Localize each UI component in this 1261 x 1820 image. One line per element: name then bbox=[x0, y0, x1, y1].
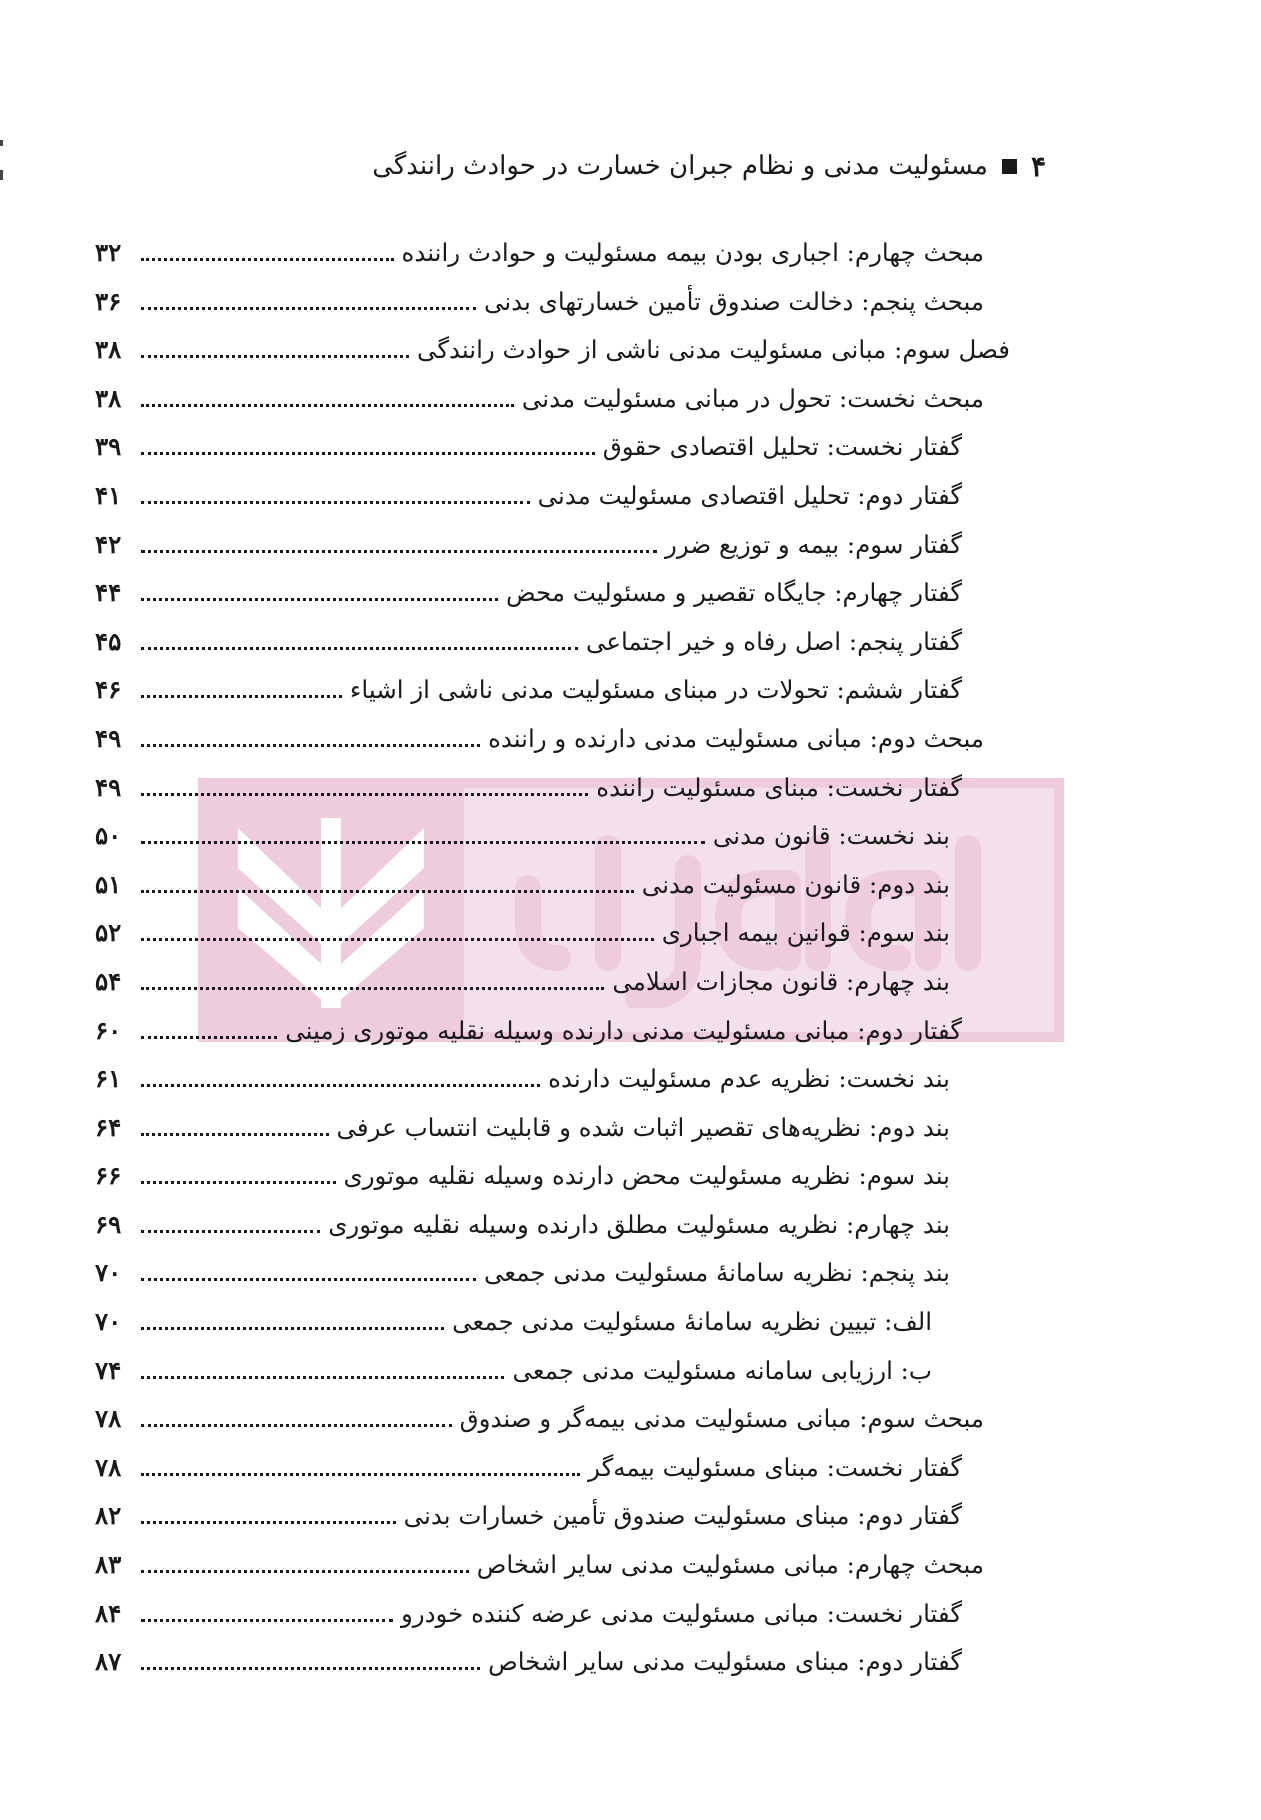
toc-entry-page: ۷۰ bbox=[95, 1307, 122, 1337]
toc-entry-title: گفتار دوم: مبنای مسئولیت مدنی سایر اشخاص bbox=[488, 1647, 962, 1677]
toc-entry[interactable] bbox=[95, 1501, 1010, 1550]
toc-entry[interactable] bbox=[95, 1307, 1010, 1356]
toc-entry-title: گفتار دوم: مبنای مسئولیت صندوق تأمین خسارات بدنی bbox=[403, 1501, 962, 1531]
toc-dot-leader bbox=[141, 1667, 480, 1670]
toc-entry[interactable] bbox=[95, 675, 1010, 724]
toc-entry-title: بند دوم: قانون مسئولیت مدنی bbox=[641, 869, 950, 899]
toc-dot-leader bbox=[141, 1278, 476, 1281]
toc-dot-leader bbox=[141, 550, 657, 553]
toc-entry-title: گفتار دوم: تحلیل اقتصادی مسئولیت مدنی bbox=[537, 480, 962, 510]
toc-dot-leader bbox=[141, 744, 480, 747]
toc-entry-title: بند سوم: قوانین بیمه اجباری bbox=[661, 918, 950, 948]
toc-dot-leader bbox=[141, 258, 394, 261]
toc-dot-leader bbox=[141, 1473, 580, 1476]
toc-entry-page: ۶۹ bbox=[95, 1209, 122, 1239]
toc-entry[interactable] bbox=[95, 870, 1010, 919]
toc-entry-title: گفتار سوم: بیمه و توزیع ضرر bbox=[665, 529, 962, 559]
toc-entry[interactable] bbox=[95, 335, 1010, 384]
toc-entry-page: ۳۸ bbox=[95, 335, 122, 365]
toc-entry-page: ۷۰ bbox=[95, 1258, 122, 1288]
toc-entry[interactable] bbox=[95, 238, 1010, 287]
toc-dot-leader bbox=[141, 938, 654, 941]
running-header bbox=[216, 150, 1046, 184]
toc-dot-leader bbox=[141, 793, 588, 796]
toc-entry[interactable] bbox=[95, 1113, 1010, 1162]
toc-entry[interactable] bbox=[95, 1064, 1010, 1113]
toc-entry-page: ۸۷ bbox=[95, 1647, 122, 1677]
toc-entry-page: ۴۵ bbox=[95, 626, 122, 656]
toc-entry-page: ۸۴ bbox=[95, 1598, 122, 1628]
toc-dot-leader bbox=[141, 1424, 452, 1427]
toc-entry-page: ۶۱ bbox=[95, 1064, 122, 1094]
toc-entry-page: ۸۲ bbox=[95, 1501, 122, 1531]
toc-entry[interactable] bbox=[95, 918, 1010, 967]
toc-entry-title: مبحث پنجم: دخالت صندوق تأمین خسارتهای بدنی bbox=[483, 286, 984, 316]
toc-entry-page: ۳۸ bbox=[95, 383, 122, 413]
page-number: ۴ bbox=[1030, 150, 1046, 183]
toc-entry[interactable] bbox=[95, 578, 1010, 627]
toc-entry-title: گفتار پنجم: اصل رفاه و خیر اجتماعی bbox=[586, 626, 962, 656]
toc-dot-leader bbox=[141, 1327, 444, 1330]
toc-entry[interactable] bbox=[95, 1550, 1010, 1599]
toc-entry-title: بند چهارم: نظریه مسئولیت مطلق دارنده وسیله نقلیه موتوری bbox=[328, 1209, 950, 1239]
toc-entry-page: ۶۶ bbox=[95, 1161, 122, 1191]
toc-entry[interactable] bbox=[95, 1453, 1010, 1502]
toc-dot-leader bbox=[141, 452, 595, 455]
toc-dot-leader bbox=[141, 890, 634, 893]
toc-entry-title: مبحث چهارم: مبانی مسئولیت مدنی سایر اشخاص bbox=[476, 1550, 984, 1580]
binding-edge-mark bbox=[0, 140, 3, 146]
toc-entry-page: ۵۱ bbox=[95, 869, 122, 899]
toc-dot-leader bbox=[141, 598, 498, 601]
toc-entry-page: ۴۹ bbox=[95, 772, 122, 802]
toc-entry[interactable] bbox=[95, 1161, 1010, 1210]
toc-entry-page: ۸۳ bbox=[95, 1550, 122, 1580]
toc-dot-leader bbox=[141, 404, 514, 407]
toc-entry-page: ۳۹ bbox=[95, 432, 122, 462]
toc-entry-page: ۳۶ bbox=[95, 286, 122, 316]
toc-dot-leader bbox=[141, 355, 409, 358]
toc-dot-leader bbox=[141, 1376, 504, 1379]
toc-entry-title: گفتار نخست: مبنای مسئولیت راننده bbox=[596, 772, 962, 802]
toc-dot-leader bbox=[141, 1570, 469, 1573]
toc-entry-page: ۷۸ bbox=[95, 1452, 122, 1482]
toc-entry[interactable] bbox=[95, 1210, 1010, 1259]
toc-entry-title: گفتار چهارم: جایگاه تقصیر و مسئولیت محض bbox=[506, 578, 962, 608]
toc-entry[interactable] bbox=[95, 1404, 1010, 1453]
toc-entry[interactable] bbox=[95, 432, 1010, 481]
toc-dot-leader bbox=[141, 841, 705, 844]
toc-entry-page: ۵۴ bbox=[95, 966, 122, 996]
toc-dot-leader bbox=[141, 1181, 336, 1184]
toc-entry-title: بند پنجم: نظریه سامانهٔ مسئولیت مدنی جمعی bbox=[483, 1258, 950, 1288]
toc-entry[interactable] bbox=[95, 627, 1010, 676]
book-title: مسئولیت مدنی و نظام جبران خسارت در حوادث رانندگی bbox=[372, 151, 988, 182]
toc-entry-page: ۴۶ bbox=[95, 675, 122, 705]
toc-entry-title: مبحث چهارم: اجباری بودن بیمه مسئولیت و حوادث راننده bbox=[401, 238, 984, 267]
table-of-contents bbox=[95, 238, 1010, 1696]
toc-entry-title: مبحث نخست: تحول در مبانی مسئولیت مدنی bbox=[521, 383, 984, 413]
toc-entry-title: بند چهارم: قانون مجازات اسلامی bbox=[612, 966, 950, 996]
toc-entry-title: گفتار نخست: مبنای مسئولیت بیمه‌گر bbox=[588, 1452, 962, 1482]
toc-dot-leader bbox=[141, 695, 342, 698]
toc-entry-title: مبحث دوم: مبانی مسئولیت مدنی دارنده و راننده bbox=[488, 723, 984, 753]
binding-edge-mark bbox=[0, 170, 3, 180]
toc-entry-title: فصل سوم: مبانی مسئولیت مدنی ناشی از حوادث رانندگی bbox=[416, 335, 1010, 365]
toc-entry-title: مبحث سوم: مبانی مسئولیت مدنی بیمه‌گر و صندوق bbox=[459, 1404, 984, 1434]
toc-entry-page: ۴۴ bbox=[95, 578, 122, 608]
toc-dot-leader bbox=[141, 987, 604, 990]
toc-entry[interactable] bbox=[95, 384, 1010, 433]
toc-dot-leader bbox=[141, 1619, 393, 1622]
toc-entry-page: ۴۹ bbox=[95, 723, 122, 753]
toc-entry-title: بند دوم: نظریه‌های تقصیر اثبات شده و قابلیت انتساب عرفی bbox=[336, 1112, 950, 1142]
toc-entry-page: ۷۴ bbox=[95, 1355, 122, 1385]
toc-dot-leader bbox=[141, 1084, 540, 1087]
toc-dot-leader bbox=[141, 501, 530, 504]
toc-entry[interactable] bbox=[95, 481, 1010, 530]
toc-entry-page: ۶۴ bbox=[95, 1112, 122, 1142]
toc-entry-title: گفتار ششم: تحولات در مبنای مسئولیت مدنی ناشی از اشیاء bbox=[349, 675, 962, 705]
toc-entry[interactable] bbox=[95, 1356, 1010, 1405]
toc-entry[interactable] bbox=[95, 530, 1010, 579]
toc-entry-title: گفتار دوم: مبانی مسئولیت مدنی دارنده وسیله نقلیه موتوری زمینی bbox=[285, 1015, 962, 1045]
toc-entry[interactable] bbox=[95, 1258, 1010, 1307]
toc-entry-title: بند نخست: نظریه عدم مسئولیت دارنده bbox=[548, 1064, 950, 1094]
toc-entry[interactable] bbox=[95, 1016, 1010, 1065]
toc-entry[interactable] bbox=[95, 1647, 1010, 1696]
toc-dot-leader bbox=[141, 307, 476, 310]
toc-entry-page: ۵۲ bbox=[95, 918, 122, 948]
toc-entry[interactable] bbox=[95, 967, 1010, 1016]
toc-entry-title: بند نخست: قانون مدنی bbox=[712, 821, 950, 851]
toc-entry-page: ۷۸ bbox=[95, 1404, 122, 1434]
header-bullet-square-icon bbox=[1002, 159, 1017, 174]
toc-entry[interactable] bbox=[95, 773, 1010, 822]
toc-dot-leader bbox=[141, 1133, 329, 1136]
toc-dot-leader bbox=[141, 647, 578, 650]
toc-entry[interactable] bbox=[95, 724, 1010, 773]
toc-entry[interactable] bbox=[95, 1599, 1010, 1648]
toc-entry-page: ۵۰ bbox=[95, 821, 122, 851]
toc-dot-leader bbox=[141, 1036, 277, 1039]
toc-entry-page: ۴۱ bbox=[95, 480, 122, 510]
toc-entry-title: ب: ارزیابی سامانه مسئولیت مدنی جمعی bbox=[512, 1355, 932, 1385]
toc-entry-title: گفتار نخست: تحلیل اقتصادی حقوق bbox=[602, 432, 962, 462]
toc-entry[interactable] bbox=[95, 287, 1010, 336]
toc-dot-leader bbox=[141, 1521, 396, 1524]
toc-dot-leader bbox=[141, 1230, 320, 1233]
toc-entry-page: ۳۲ bbox=[95, 238, 122, 267]
toc-entry-page: ۴۲ bbox=[95, 529, 122, 559]
toc-entry[interactable] bbox=[95, 821, 1010, 870]
toc-entry-title: گفتار نخست: مبانی مسئولیت مدنی عرضه کننده خودرو bbox=[400, 1598, 962, 1628]
toc-entry-title: الف: تبیین نظریه سامانهٔ مسئولیت مدنی جمعی bbox=[452, 1307, 932, 1337]
toc-entry-title: بند سوم: نظریه مسئولیت محض دارنده وسیله نقلیه موتوری bbox=[343, 1161, 950, 1191]
toc-entry-page: ۶۰ bbox=[95, 1015, 122, 1045]
